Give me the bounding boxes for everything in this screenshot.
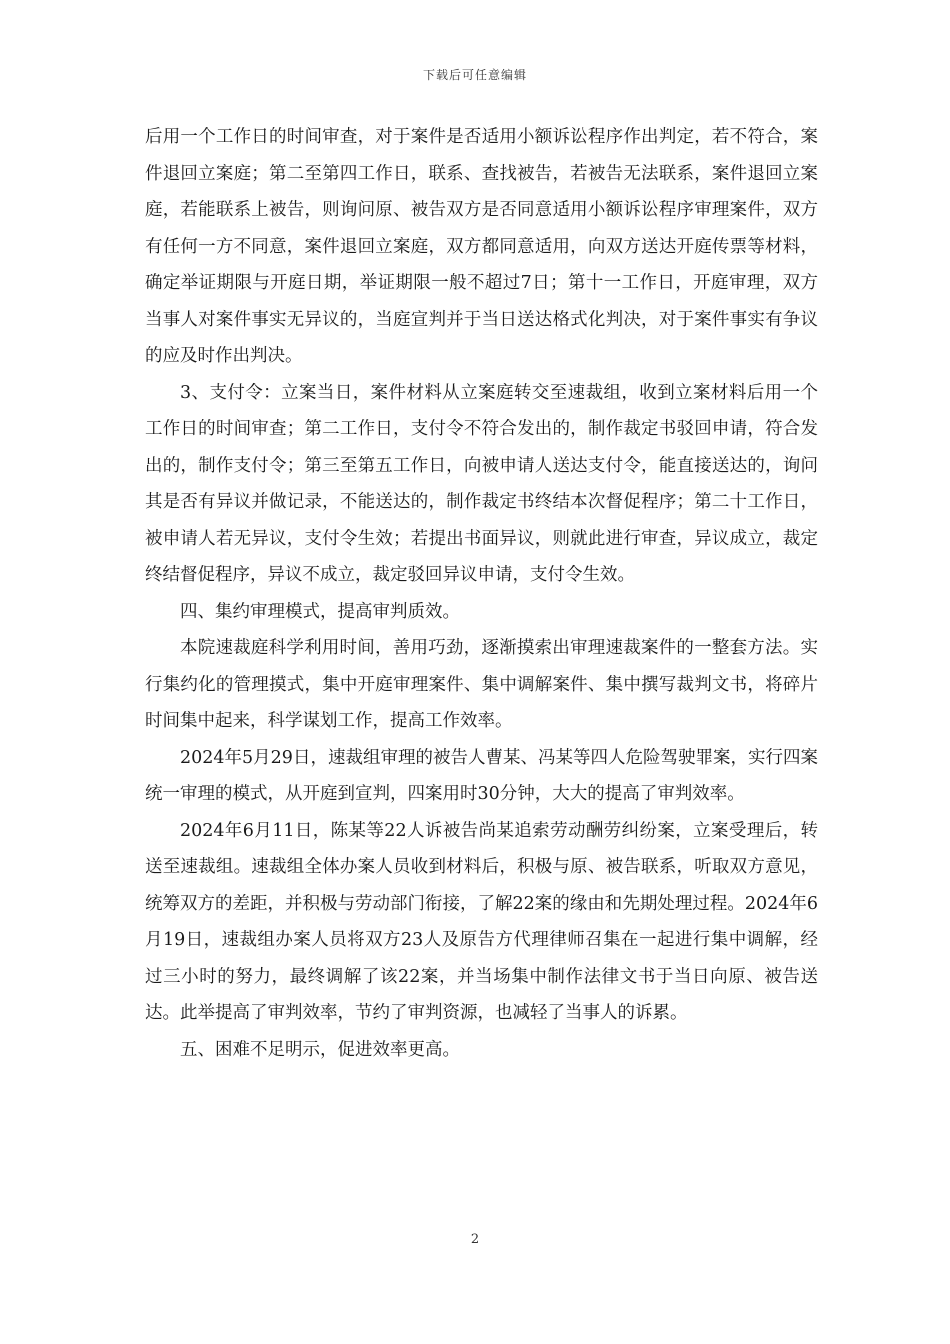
section-heading-5: 五、困难不足明示，促进效率更高。 xyxy=(180,1039,460,1060)
paragraph-case-june-11: 2024年6月11日，陈某等22人诉被告尚某追索劳动酬劳纠纷案，立案受理后，转送至速裁组。速裁组全体办案人员收到材料后，积极与原、被告联系，听取双方意见，统筹双方的差距，并积极与劳动部门衔接，了解22案的缘由和先期处理过程。2024年6月19日，速裁组办案人员将双方23人及原告方代理律师召集在一起进行集中调解，经过三小时的努力，最终调解了该22案，并当场集中制作法律文书于当日向原、被告送达。此举提高了审判效率，节约了审判资源，也减轻了当事人的诉累。 xyxy=(145,820,818,1023)
paragraph-continued: 后用一个工作日的时间审查，对于案件是否适用小额诉讼程序作出判定，若不符合，案件退回立案庭；第二至第四工作日，联系、查找被告，若被告无法联系，案件退回立案庭，若能联系上被告，则询问原、被告双方是否同意适用小额诉讼程序审理案件，双方有任何一方不同意，案件退回立案庭，双方都同意适用，向双方送达开庭传票等材料，确定举证期限与开庭日期，举证期限一般不超过7日；第十一工作日，开庭审理，双方当事人对案件事实无异议的，当庭宣判并于当日送达格式化判决，对于案件事实有争议的应及时作出判决。 xyxy=(145,127,818,366)
document-body xyxy=(145,119,818,1068)
paragraph-payment-order: 3、支付令：立案当日，案件材料从立案庭转交至速裁组，收到立案材料后用一个工作日的时间审查；第二工作日，支付令不符合发出的，制作裁定书驳回申请，符合发出的，制作支付令；第三至第五工作日，向被申请人送达支付令，能直接送达的，询问其是否有异议并做记录，不能送达的，制作裁定书终结本次督促程序；第二十工作日，被申请人若无异议，支付令生效；若提出书面异议，则就此进行审查，异议成立，裁定终结督促程序，异议不成立，裁定驳回异议申请，支付令生效。 xyxy=(145,382,818,585)
paragraph-intensive-method: 本院速裁庭科学利用时间，善用巧劲，逐渐摸索出审理速裁案件的一整套方法。实行集约化的管理摸式，集中开庭审理案件、集中调解案件、集中撰写裁判文书，将碎片时间集中起来，科学谋划工作，提高工作效率。 xyxy=(145,638,818,731)
section-heading-4: 四、集约审理模式，提高审判质效。 xyxy=(180,601,460,622)
page-number: 2 xyxy=(470,1232,480,1247)
header-note: 下载后可任意编辑 xyxy=(422,68,527,82)
paragraph-case-may-29: 2024年5月29日，速裁组审理的被告人曹某、冯某等四人危险驾驶罪案，实行四案统一审理的模式，从开庭到宣判，四案用时30分钟，大大的提高了审判效率。 xyxy=(145,747,818,804)
